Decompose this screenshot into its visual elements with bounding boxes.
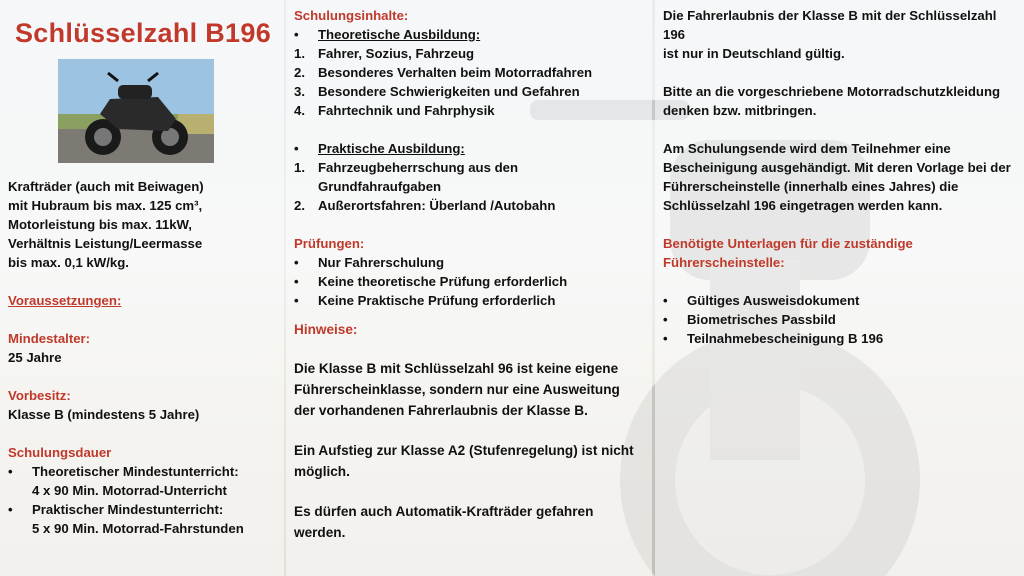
bescheinigung-text: Schlüsselzahl 196 eingetragen werden kann. (663, 198, 943, 213)
list-item: • Theoretischer Mindestunterricht: 4 x 90 Min. Motorrad-Unterricht (8, 464, 239, 498)
list-item: • Nur Fahrerschulung (294, 255, 445, 270)
list-item: 2. Außerortsfahren: Überland /Autobahn (294, 198, 556, 213)
list-item: • Biometrisches Passbild (663, 312, 836, 327)
list-item: • Teilnahmebescheinigung B 196 (663, 331, 884, 346)
intro-line: bis max. 0,1 kW/kg. (8, 255, 129, 270)
bescheinigung-text: Führerscheinstelle (innerhalb eines Jahres) die (663, 179, 959, 194)
list-item: • Keine theoretische Prüfung erforderlich (294, 274, 568, 289)
list-item: • Gültiges Ausweisdokument (663, 293, 860, 308)
column-left (0, 0, 284, 576)
intro-line: Motorleistung bis max. 11kW, (8, 217, 192, 232)
column-middle (286, 0, 652, 576)
bullet-icon: • (8, 464, 13, 479)
theorie-label: • Theoretische Ausbildung: (294, 27, 481, 42)
gueltigkeit-text: Die Fahrerlaubnis der Klasse B mit der Schlüsselzahl 196 (663, 8, 997, 42)
schutzkleidung-text: denken bzw. mitbringen. (663, 103, 817, 118)
bullet-icon: • (8, 502, 13, 517)
vorbesitz-label: Vorbesitz: (8, 388, 71, 403)
bescheinigung-text: Bescheinigung ausgehändigt. Mit deren Vorlage bei der (663, 160, 1011, 175)
unterlagen-list (663, 291, 1014, 348)
schulungsinhalte-heading: Schulungsinhalte: (294, 8, 409, 23)
bullet-icon: • (663, 293, 668, 308)
hinweise-text: Die Klasse B mit Schlüsselzahl 96 ist keine eigene Führerscheinklasse, sondern nur eine Ausweitung der vorhandenen Fahrerlaubnis der Klasse B. Ein Aufstieg zur Klasse A2 (Stufenregelung) ist nicht möglich. Es dürfen auch Automatik-Krafträder gefahren werden. (294, 361, 634, 540)
bullet-icon: • (294, 141, 299, 156)
bullet-icon: • (294, 255, 299, 270)
unterlagen-heading: Benötigte Unterlagen für die zuständige (663, 236, 913, 251)
motorcycle-photo (58, 59, 214, 163)
schulungsdauer-list (8, 462, 278, 538)
hinweise-heading: Hinweise: (294, 322, 358, 337)
list-item: 4. Fahrtechnik und Fahrphysik (294, 103, 495, 118)
bullet-icon: • (663, 331, 668, 346)
mindestalter-label: Mindestalter: (8, 331, 91, 346)
pruefungen-list (294, 253, 644, 310)
theorie-list (294, 44, 644, 120)
vorbesitz-value: Klasse B (mindestens 5 Jahre) (8, 407, 200, 422)
bullet-icon: • (663, 312, 668, 327)
intro-line: Krafträder (auch mit Beiwagen) (8, 179, 204, 194)
praxis-list (294, 158, 644, 215)
pruefungen-heading: Prüfungen: (294, 236, 365, 251)
praxis-label: • Praktische Ausbildung: (294, 141, 465, 156)
voraussetzungen-heading: Voraussetzungen: (8, 293, 122, 308)
list-item: 1. Fahrzeugbeherrschung aus den Grundfahraufgaben (294, 160, 519, 194)
gueltigkeit-text: ist nur in Deutschland gültig. (663, 46, 845, 61)
intro-line: mit Hubraum bis max. 125 cm³, (8, 198, 203, 213)
list-item: • Keine Praktische Prüfung erforderlich (294, 293, 556, 308)
list-item: 1. Fahrer, Sozius, Fahrzeug (294, 46, 475, 61)
theorie-header-list (294, 25, 644, 44)
page-title: Schlüsselzahl B196 (14, 18, 272, 48)
schutzkleidung-text: Bitte an die vorgeschriebene Motorradschutzkleidung (663, 84, 1001, 99)
column-right (655, 0, 1024, 576)
praxis-header-list (294, 139, 644, 158)
list-item: • Praktischer Mindestunterricht: 5 x 90 Min. Motorrad-Fahrstunden (8, 502, 244, 536)
schulungsdauer-label: Schulungsdauer (8, 445, 112, 460)
list-item: 3. Besondere Schwierigkeiten und Gefahren (294, 84, 580, 99)
unterlagen-heading: Führerscheinstelle: (663, 255, 785, 270)
list-item: 2. Besonderes Verhalten beim Motorradfahren (294, 65, 593, 80)
bescheinigung-text: Am Schulungsende wird dem Teilnehmer eine (663, 141, 951, 156)
bullet-icon: • (294, 293, 299, 308)
bullet-icon: • (294, 27, 299, 42)
mindestalter-value: 25 Jahre (8, 350, 62, 365)
intro-line: Verhältnis Leistung/Leermasse (8, 236, 203, 251)
bullet-icon: • (294, 274, 299, 289)
